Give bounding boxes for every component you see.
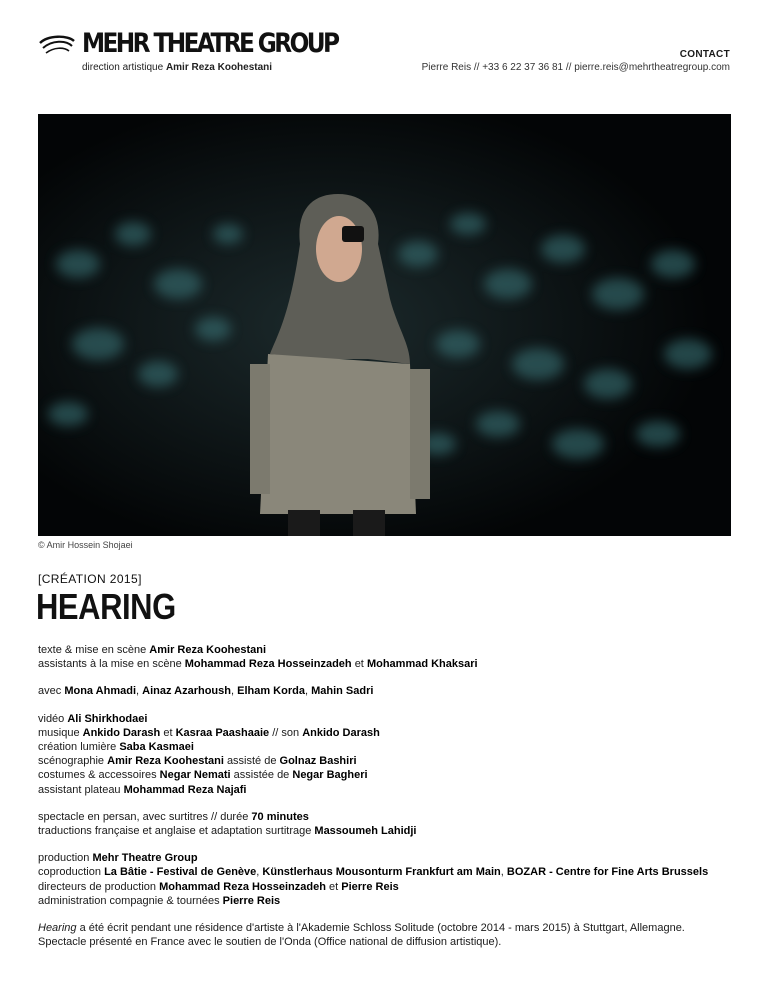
swirl-logo-icon <box>38 34 76 56</box>
creation-label: [CRÉATION 2015] <box>38 572 142 586</box>
logo-wordmark: MEHR THEATRE GROUP <box>82 28 338 59</box>
credits-note: Hearing a été écrit pendant une résidence d'artiste à l'Akademie Schloss Solitude (octobre 2014 - mars 2015) à Stuttgart, Allemagne. Spectacle présenté en France avec le soutien de l'Onda (Office national de diffusion artistique). <box>38 922 685 949</box>
credits-language: spectacle en persan, avec surtitres // durée 70 minutes traductions française et anglaise et adaptation surtitrage Massoumeh Lahidji <box>38 810 417 838</box>
credits-production: production Mehr Theatre Group coproduction La Bâtie - Festival de Genève, Künstlerhaus Mousonturm Frankfurt am Main, BOZAR - Centre for Fine Arts Brussels directeurs de production Mohammad Reza Hosseinzadeh et Pierre Reis administration compagnie & tournées Pierre Reis <box>38 852 709 907</box>
stage-image <box>38 114 731 536</box>
contact-title: CONTACT <box>679 49 730 60</box>
credits-crew: vidéo Ali Shirkhodaei musique Ankido Darash et Kasraa Paashaaie // son Ankido Darash création lumière Saba Kasmaei scénographie Amir Reza Koohestani assisté de Golnaz Bashiri costumes & accessoires Negar Nemati assistée de Negar Bagheri assistant plateau Mohammad Reza Najafi <box>38 712 380 796</box>
photo-credit: © Amir Hossein Shojaei <box>38 540 133 550</box>
credits-block <box>38 643 738 962</box>
production-photo <box>38 114 731 536</box>
credits-direction: texte & mise en scène Amir Reza Koohestani assistants à la mise en scène Mohammad Reza Hosseinzadeh et Mohammad Khaksari <box>38 644 478 671</box>
contact-line: Pierre Reis // +33 6 22 37 36 81 // pierre.reis@mehrtheatregroup.com <box>421 62 730 73</box>
tagline: direction artistique Amir Reza Koohestani <box>82 62 273 73</box>
show-title: HEARING <box>36 586 176 627</box>
credits-cast: avec Mona Ahmadi, Ainaz Azarhoush, Elham Korda, Mahin Sadri <box>38 685 374 698</box>
